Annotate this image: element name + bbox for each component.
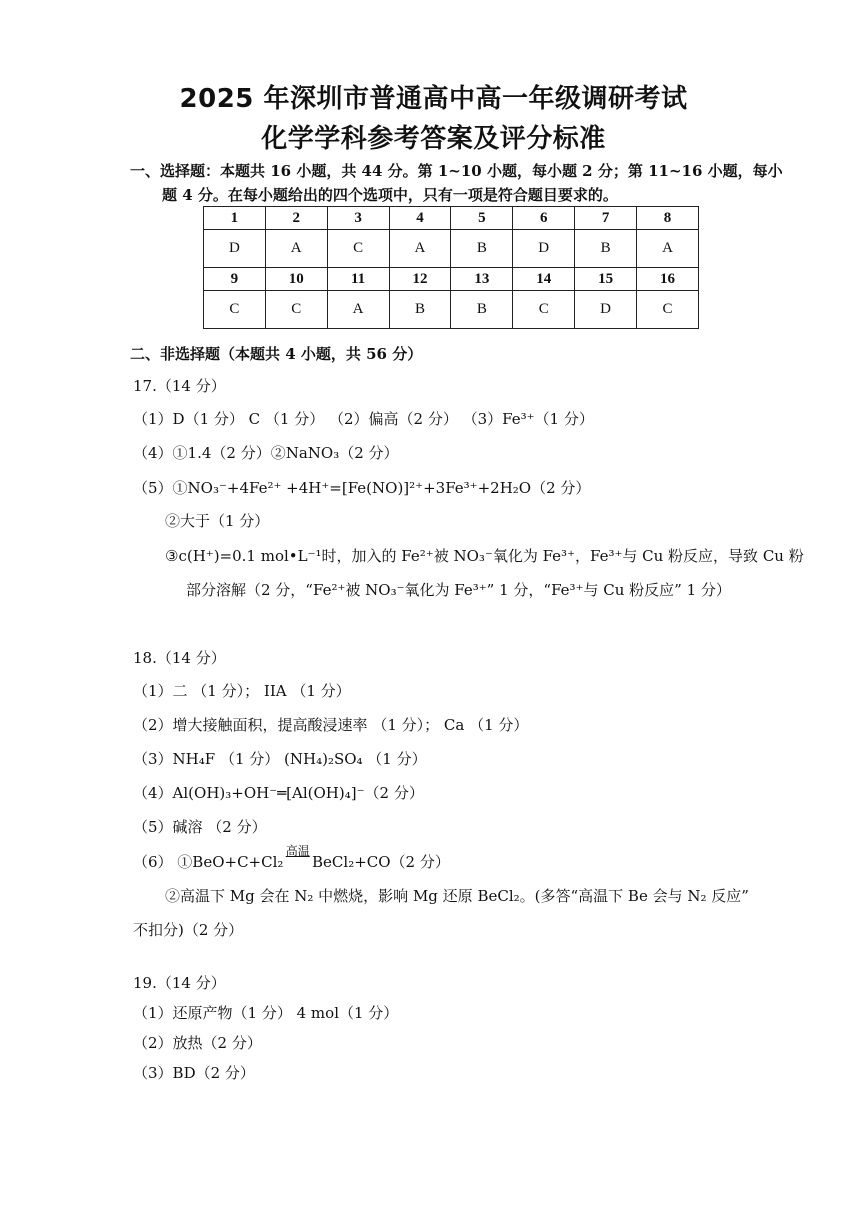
answer-cell: C xyxy=(204,291,266,329)
question-number-cell: 2 xyxy=(265,207,327,230)
answer-cell: D xyxy=(513,230,575,268)
q19-part3: （3）BD（2 分） xyxy=(133,1064,255,1082)
q19-header: 19.（14 分） xyxy=(133,974,226,992)
q18-part6-equation xyxy=(133,844,450,872)
q17-part5-explanation-line2: 部分溶解（2 分，“Fe²⁺被 NO₃⁻氧化为 Fe³⁺” 1 分，“Fe³⁺与 Cu 粉反应” 1 分） xyxy=(186,581,731,599)
question-number-row xyxy=(204,207,699,230)
q17-part5-explanation-line1: ③c(H⁺)=0.1 mol•L⁻¹时，加入的 Fe²⁺被 NO₃⁻氧化为 Fe³⁺，Fe³⁺与 Cu 粉反应，导致 Cu 粉 xyxy=(165,547,804,565)
q18-part5: （5）碱溶 （2 分） xyxy=(133,818,267,836)
question-number-cell: 13 xyxy=(451,268,513,291)
answer-cell: C xyxy=(327,230,389,268)
question-number-row xyxy=(204,268,699,291)
page-subtitle: 化学学科参考答案及评分标准 xyxy=(261,124,606,154)
question-number-cell: 12 xyxy=(389,268,451,291)
question-number-cell: 14 xyxy=(513,268,575,291)
answer-cell: B xyxy=(451,291,513,329)
multiple-choice-answer-table xyxy=(203,206,699,329)
q17-header: 17.（14 分） xyxy=(133,377,226,395)
q18-part3: （3）NH₄F （1 分） (NH₄)₂SO₄ （1 分） xyxy=(133,750,427,768)
answer-cell: A xyxy=(265,230,327,268)
answer-cell: C xyxy=(637,291,699,329)
q18-part1: （1）二 （1 分）； IIA （1 分） xyxy=(133,682,351,700)
answer-cell: A xyxy=(637,230,699,268)
answer-cell: C xyxy=(265,291,327,329)
answer-row xyxy=(204,291,699,329)
q18-part4: （4）Al(OH)₃+OH⁻═[Al(OH)₄]⁻（2 分） xyxy=(133,784,424,802)
q17-part5-comparison: ②大于（1 分） xyxy=(165,512,270,530)
question-number-cell: 11 xyxy=(327,268,389,291)
q18-part2: （2）增大接触面积，提高酸浸速率 （1 分）； Ca （1 分） xyxy=(133,716,529,734)
answer-cell: B xyxy=(575,230,637,268)
q18-part6-explanation-line1: ②高温下 Mg 会在 N₂ 中燃烧，影响 Mg 还原 BeCl₂。(多答“高温下 Be 会与 N₂ 反应” xyxy=(165,887,749,905)
q17-part5-equation: （5）①NO₃⁻+4Fe²⁺ +4H⁺=[Fe(NO)]²⁺+3Fe³⁺+2H₂O（2 分） xyxy=(133,479,591,497)
answer-cell: D xyxy=(575,291,637,329)
q18-part6-explanation-line2: 不扣分)（2 分） xyxy=(133,921,244,939)
question-number-cell: 16 xyxy=(637,268,699,291)
page-title: 2025 年深圳市普通高中高一年级调研考试 xyxy=(179,84,688,114)
q18-header: 18.（14 分） xyxy=(133,649,226,667)
question-number-cell: 4 xyxy=(389,207,451,230)
question-number-cell: 5 xyxy=(451,207,513,230)
q19-part2: （2）放热（2 分） xyxy=(133,1034,262,1052)
answer-cell: A xyxy=(327,291,389,329)
q18-part6-reactants: （6） ①BeO+C+Cl₂ xyxy=(133,853,284,871)
section2-heading: 二、非选择题（本题共 4 小题，共 56 分） xyxy=(130,345,423,363)
q17-part1-3: （1）D（1 分） C （1 分） （2）偏高（2 分） （3）Fe³⁺（1 分） xyxy=(133,410,594,428)
section1-instructions-line1: 一、选择题：本题共 16 小题，共 44 分。第 1~10 小题，每小题 2 分；第 11~16 小题，每小 xyxy=(130,162,783,180)
reaction-condition-arrow xyxy=(283,844,312,871)
question-number-cell: 1 xyxy=(204,207,266,230)
q17-part4: （4）①1.4（2 分）②NaNO₃（2 分） xyxy=(133,444,399,462)
question-number-cell: 3 xyxy=(327,207,389,230)
answer-row xyxy=(204,230,699,268)
answer-cell: D xyxy=(204,230,266,268)
answer-cell: B xyxy=(389,291,451,329)
q18-part6-products: BeCl₂+CO（2 分） xyxy=(312,853,450,871)
section1-instructions-line2: 题 4 分。在每小题给出的四个选项中，只有一项是符合题目要求的。 xyxy=(162,186,618,204)
question-number-cell: 7 xyxy=(575,207,637,230)
q19-part1: （1）还原产物（1 分） 4 mol（1 分） xyxy=(133,1004,399,1022)
question-number-cell: 9 xyxy=(204,268,266,291)
question-number-cell: 6 xyxy=(513,207,575,230)
question-number-cell: 15 xyxy=(575,268,637,291)
answer-cell: A xyxy=(389,230,451,268)
question-number-cell: 8 xyxy=(637,207,699,230)
answer-cell: C xyxy=(513,291,575,329)
answer-cell: B xyxy=(451,230,513,268)
question-number-cell: 10 xyxy=(265,268,327,291)
reaction-condition-label: 高温 xyxy=(285,844,310,858)
